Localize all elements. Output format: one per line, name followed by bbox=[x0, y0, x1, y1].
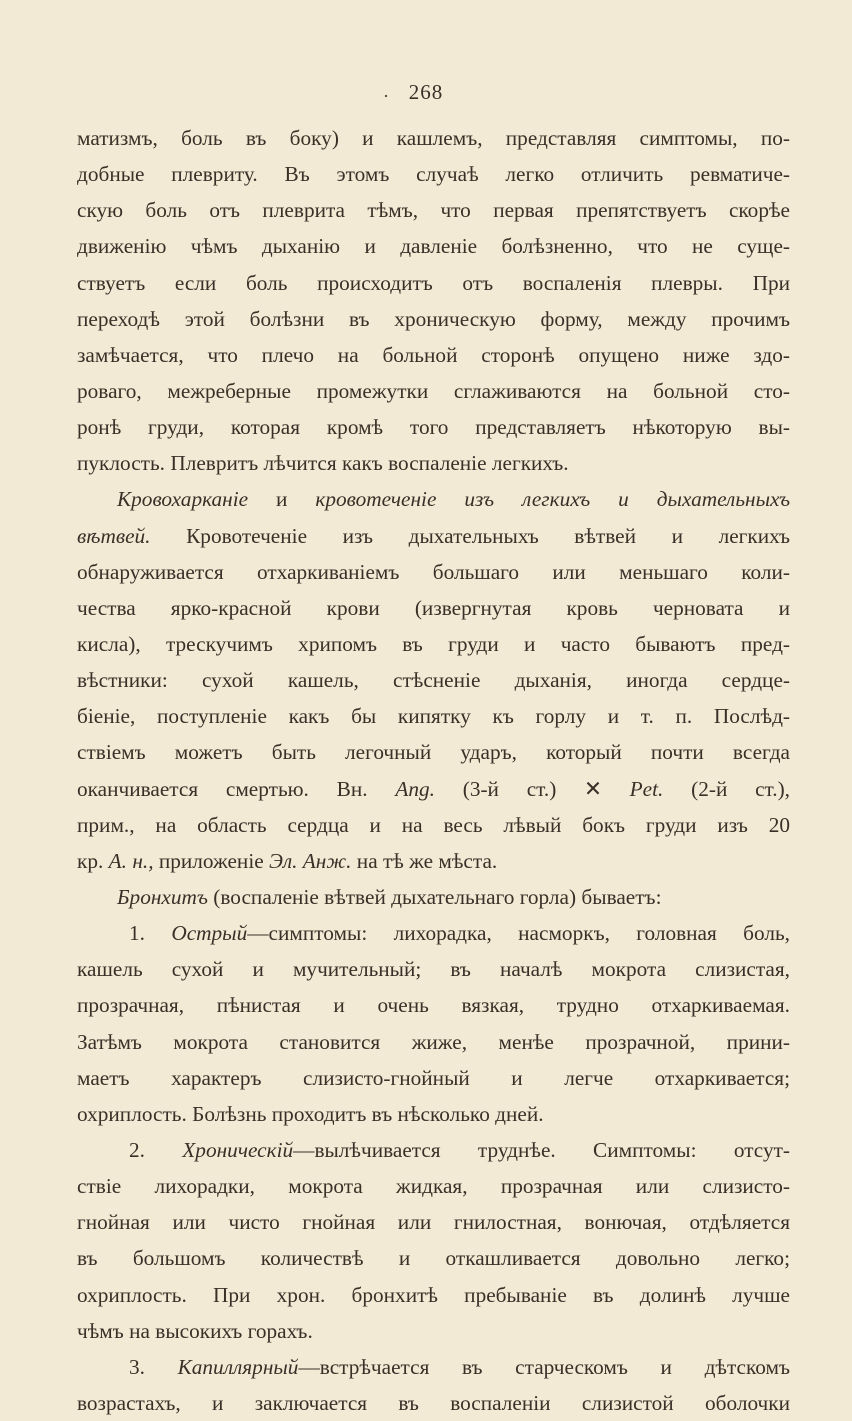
body-text bbox=[77, 120, 790, 1421]
text-line bbox=[77, 734, 790, 770]
text-line bbox=[77, 1096, 790, 1132]
text-line bbox=[77, 518, 790, 554]
text-run: въ большомъ количествѣ и откашливается довольно легко; bbox=[77, 1246, 790, 1271]
text-run: Затѣмъ мокрота становится жиже, менѣе прозрачной, прини- bbox=[77, 1029, 790, 1054]
text-run: вѣстники: сухой кашель, стѣсненіе дыханія, иногда сердце- bbox=[77, 668, 790, 693]
text-line bbox=[77, 1277, 790, 1313]
text-run: охриплость. При хрон. бронхитѣ пребываніе въ долинѣ лучше bbox=[77, 1282, 790, 1307]
text-line bbox=[77, 987, 790, 1023]
italic-term: вѣтвей. bbox=[77, 523, 151, 548]
text-run: —вылѣчивается труднѣе. Симптомы: отсут- bbox=[293, 1137, 790, 1162]
italic-term: Острый bbox=[171, 921, 248, 946]
text-line bbox=[77, 156, 790, 192]
text-run: переходѣ этой болѣзни въ хроническую форму, между прочимъ bbox=[77, 306, 790, 331]
text-run: и bbox=[248, 487, 316, 512]
text-run: движенію чѣмъ дыханію и давленіе болѣзненно, что не суще- bbox=[77, 234, 790, 259]
text-run: замѣчается, что плечо на больной сторонѣ опущено ниже здо- bbox=[77, 342, 790, 367]
text-run: біеніе, поступленіе какъ бы кипятку къ горлу и т. п. Послѣд- bbox=[77, 704, 790, 729]
text-run: (2-й ст.), bbox=[663, 776, 791, 801]
text-line bbox=[77, 771, 790, 807]
text-line bbox=[77, 807, 790, 843]
text-line bbox=[77, 192, 790, 228]
text-line bbox=[77, 445, 790, 481]
text-run: чѣмъ на высокихъ горахъ. bbox=[77, 1318, 313, 1343]
text-line bbox=[77, 590, 790, 626]
text-line bbox=[77, 1240, 790, 1276]
text-line bbox=[77, 915, 790, 951]
text-run: (3-й ст.) ✕ bbox=[434, 776, 630, 801]
italic-term: Капиллярный bbox=[177, 1354, 299, 1379]
text-line bbox=[77, 626, 790, 662]
italic-term: Хроническій bbox=[182, 1137, 294, 1162]
text-run: маетъ характеръ слизисто-гнойный и легче отхаркивается; bbox=[77, 1065, 790, 1090]
text-run: матизмъ, боль въ боку) и кашлемъ, представляя симптомы, по- bbox=[77, 126, 790, 150]
text-line bbox=[77, 1168, 790, 1204]
text-line bbox=[77, 662, 790, 698]
text-run: гнойная или чисто гнойная или гнилостная, вонючая, отдѣляется bbox=[77, 1210, 790, 1235]
text-line bbox=[77, 409, 790, 445]
italic-term: Pet. bbox=[629, 776, 664, 801]
page-number: 268 bbox=[408, 80, 444, 104]
italic-term: Ang. bbox=[395, 776, 435, 801]
text-run: кашель сухой и мучительный; въ началѣ мокрота слизистая, bbox=[77, 957, 790, 982]
text-run: —симптомы: лихорадка, насморкъ, головная боль, bbox=[247, 921, 791, 946]
text-line bbox=[77, 843, 790, 879]
text-line bbox=[77, 1060, 790, 1096]
text-line bbox=[77, 554, 790, 590]
text-run: (воспаленіе вѣтвей дыхательнаго горла) бываетъ: bbox=[207, 884, 662, 909]
text-line bbox=[77, 373, 790, 409]
text-run: кр. bbox=[77, 848, 109, 873]
italic-term: Эл. Анж. bbox=[269, 848, 352, 873]
text-run: охриплость. Болѣзнь проходитъ въ нѣсколько дней. bbox=[77, 1101, 544, 1126]
text-run: ронѣ груди, которая кромѣ того представляетъ нѣкоторую вы- bbox=[77, 415, 790, 440]
text-line bbox=[77, 1024, 790, 1060]
text-run: Кровотеченіе изъ дыхательныхъ вѣтвей и легкихъ bbox=[150, 523, 790, 548]
text-line bbox=[77, 879, 790, 915]
text-run: прозрачная, пѣнистая и очень вязкая, трудно отхаркиваемая. bbox=[77, 993, 790, 1018]
text-line bbox=[77, 1313, 790, 1349]
text-run: кисла), трескучимъ хрипомъ въ груди и часто бываютъ пред- bbox=[77, 631, 790, 656]
text-run: добные плевриту. Въ этомъ случаѣ легко отличить ревматиче- bbox=[77, 162, 790, 187]
text-line bbox=[77, 951, 790, 987]
text-line bbox=[77, 698, 790, 734]
text-line bbox=[77, 1385, 790, 1421]
text-line bbox=[77, 481, 790, 517]
text-run: роваго, межреберные промежутки сглаживаются на больной сто- bbox=[77, 378, 790, 403]
text-run: прим., на область сердца и на весь лѣвый бокъ груди изъ 20 bbox=[77, 812, 790, 837]
italic-term: А. н., bbox=[108, 848, 154, 873]
text-line bbox=[77, 1204, 790, 1240]
text-line bbox=[77, 1132, 790, 1168]
text-run: 1. bbox=[129, 921, 172, 946]
text-run: чества ярко-красной крови (извергнутая кровь черновата и bbox=[77, 595, 790, 620]
text-line bbox=[77, 120, 790, 156]
text-line bbox=[77, 265, 790, 301]
text-run: ствіе лихорадки, мокрота жидкая, прозрачная или слизисто- bbox=[77, 1174, 790, 1199]
text-line bbox=[77, 337, 790, 373]
italic-term: кровотеченіе изъ легкихъ и дыхательныхъ bbox=[315, 487, 791, 512]
text-run: возрастахъ, и заключается въ воспаленіи слизистой оболочки bbox=[77, 1390, 790, 1415]
text-run: оканчивается смертью. Вн. bbox=[77, 776, 396, 801]
text-run: 3. bbox=[129, 1354, 178, 1379]
italic-term: Кровохарканіе bbox=[117, 487, 249, 512]
text-run: скую боль отъ плеврита тѣмъ, что первая препятствуетъ скорѣе bbox=[77, 198, 790, 223]
text-line bbox=[77, 228, 790, 264]
text-run: на тѣ же мѣста. bbox=[351, 848, 498, 873]
text-run: приложеніе bbox=[153, 848, 270, 873]
stray-dot: · bbox=[383, 86, 389, 106]
text-run: ствуетъ если боль происходитъ отъ воспаленія плевры. При bbox=[77, 270, 790, 295]
text-run: обнаруживается отхаркиваніемъ большаго или меньшаго коли- bbox=[77, 559, 790, 584]
text-run: пуклость. Плевритъ лѣчится какъ воспаленіе легкихъ. bbox=[77, 451, 569, 476]
text-run: 2. bbox=[129, 1137, 183, 1162]
text-run: ствіемъ можетъ быть легочный ударъ, который почти всегда bbox=[77, 740, 790, 765]
text-line bbox=[77, 301, 790, 337]
italic-term: Бронхитъ bbox=[117, 884, 208, 909]
text-run: —встрѣчается въ старческомъ и дѣтскомъ bbox=[298, 1354, 790, 1379]
text-line bbox=[77, 1349, 790, 1385]
